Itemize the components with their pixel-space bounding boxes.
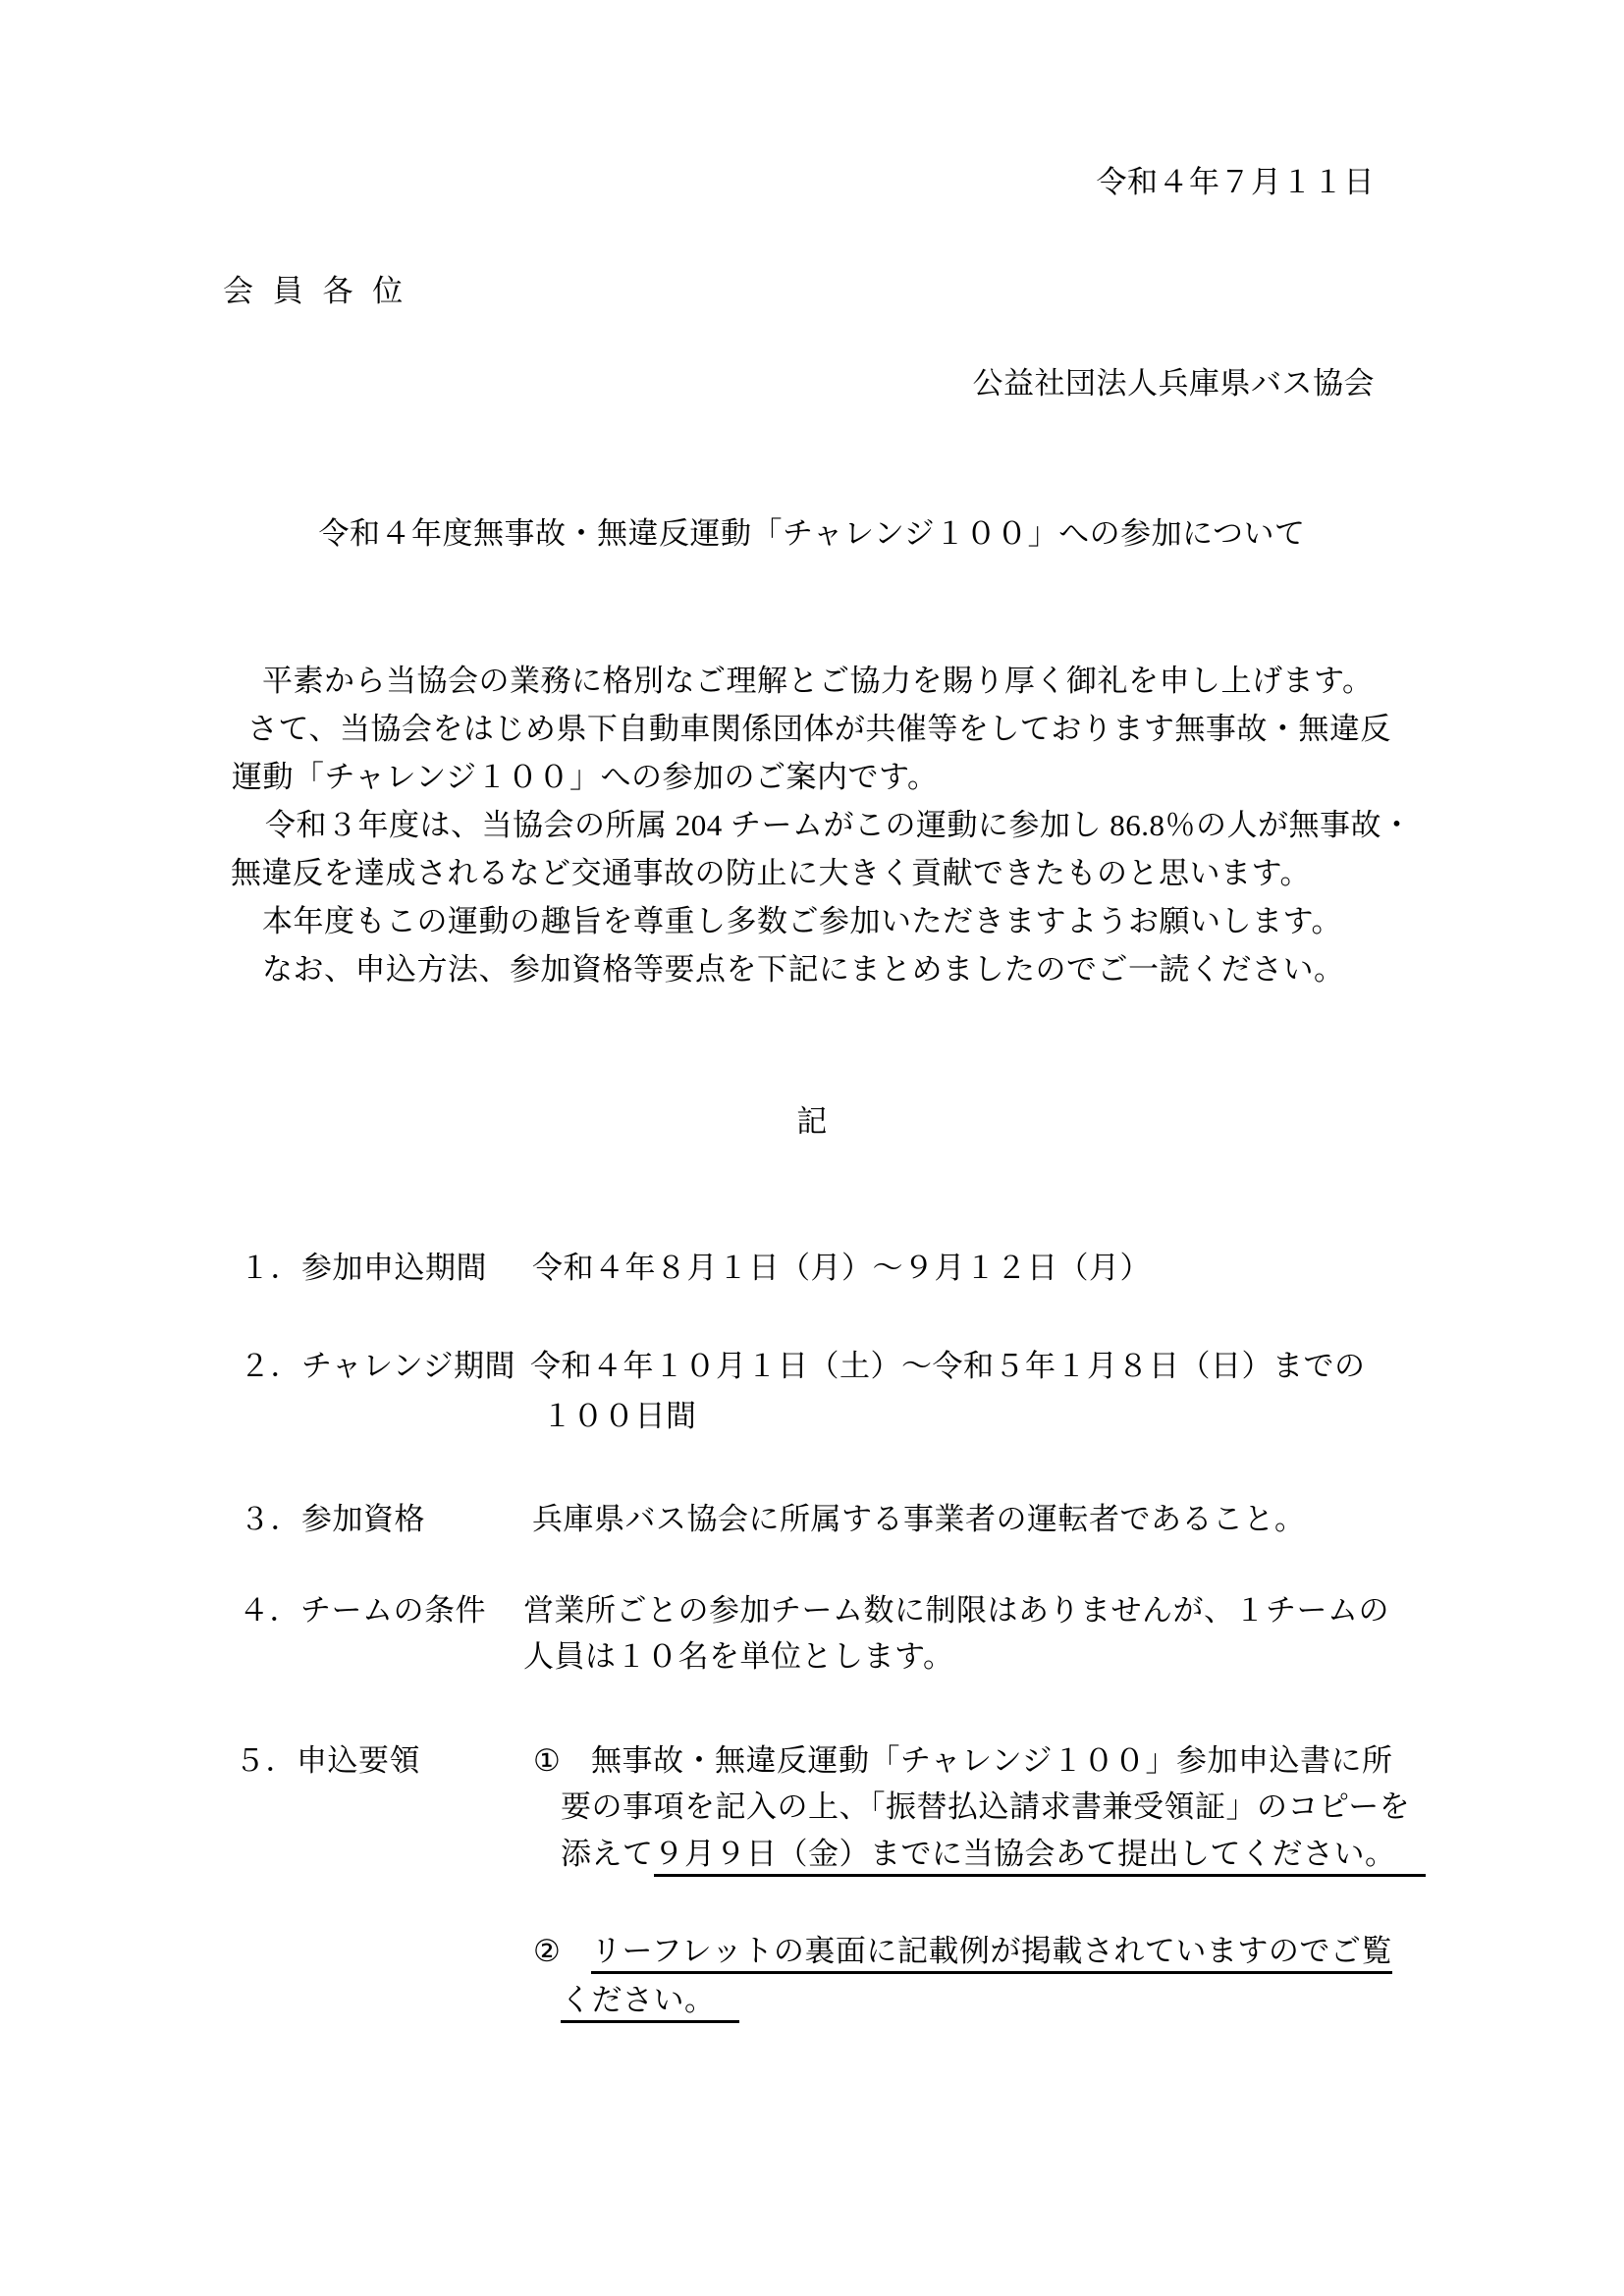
point1-number: ① [533,1743,562,1778]
item1-value: 令和４年８月１日（月）～９月１２日（月） [532,1251,1151,1285]
point1-line3 [561,1839,1426,1877]
record-marker: 記 [796,1104,828,1139]
item4-value-line2: 人員は１０名を単位とします。 [523,1639,954,1674]
sender-organization: 公益社団法人兵庫県バス協会 [972,366,1375,400]
point2-line2-underlined-text: ください。 [561,1985,739,2023]
item2-value-line1: 令和４年１０月１日（土）～令和５年１月８日（日）までの [530,1349,1366,1383]
item1-label: １．参加申込期間 [240,1251,487,1285]
point1-line3-underlined-text: ９月９日（金）までに当協会あて提出してください。 [654,1839,1426,1877]
body-line-4: 令和３年度は、当協会の所属 204 チームがこの運動に参加し 86.8％の人が無事故・ [265,808,1413,842]
document-title: 令和４年度無事故・無違反運動「チャレンジ１００」への参加について [318,516,1306,551]
date-line: 令和４年７月１１日 [1096,165,1375,199]
body-line-1: 平素から当協会の業務に格別なご理解とご協力を賜り厚く御礼を申し上げます。 [262,664,1374,698]
item2-label: ２．チャレンジ期間 [240,1349,516,1383]
point2-line1-underlined-text: リーフレットの裏面に記載例が掲載されていますのでご覧 [591,1936,1392,1974]
body-line-7: なお、申込方法、参加資格等要点を下記にまとめましたのでご一読ください。 [262,952,1345,987]
point1-line2: 要の事項を記入の上、「振替払込請求書兼受領証」のコピーを [561,1789,1411,1824]
body-line-5: 無違反を達成されるなど交通事故の防止に大きく貢献できたものと思います。 [231,856,1312,890]
item4-label: ４．チームの条件 [239,1593,486,1628]
item4-value-line1: 営業所ごとの参加チーム数に制限はありませんが、１チームの [523,1593,1389,1628]
recipient: 会 員 各 位 [223,274,409,308]
item2-value-line2: １００日間 [542,1399,697,1433]
point2-line1 [591,1936,1392,1974]
item5-label: ５．申込要領 [235,1743,420,1778]
point1-line3-prefix: 添えて [561,1837,654,1871]
item3-value: 兵庫県バス協会に所属する事業者の運転者であること。 [532,1502,1306,1536]
body-line-6: 本年度もこの運動の趣旨を尊重し多数ご参加いただきますようお願いします。 [262,904,1343,938]
body-line-3: 運動「チャレンジ１００」への参加のご案内です。 [232,760,939,794]
item3-label: ３．参加資格 [240,1502,425,1536]
point2-line2 [561,1985,739,2023]
point2-number: ② [533,1934,562,1968]
body-line-2: さて、当協会をはじめ県下自動車関係団体が共催等をしております無事故・無違反 [247,712,1391,746]
point1-line1: 無事故・無違反運動「チャレンジ１００」参加申込書に所 [591,1743,1393,1778]
